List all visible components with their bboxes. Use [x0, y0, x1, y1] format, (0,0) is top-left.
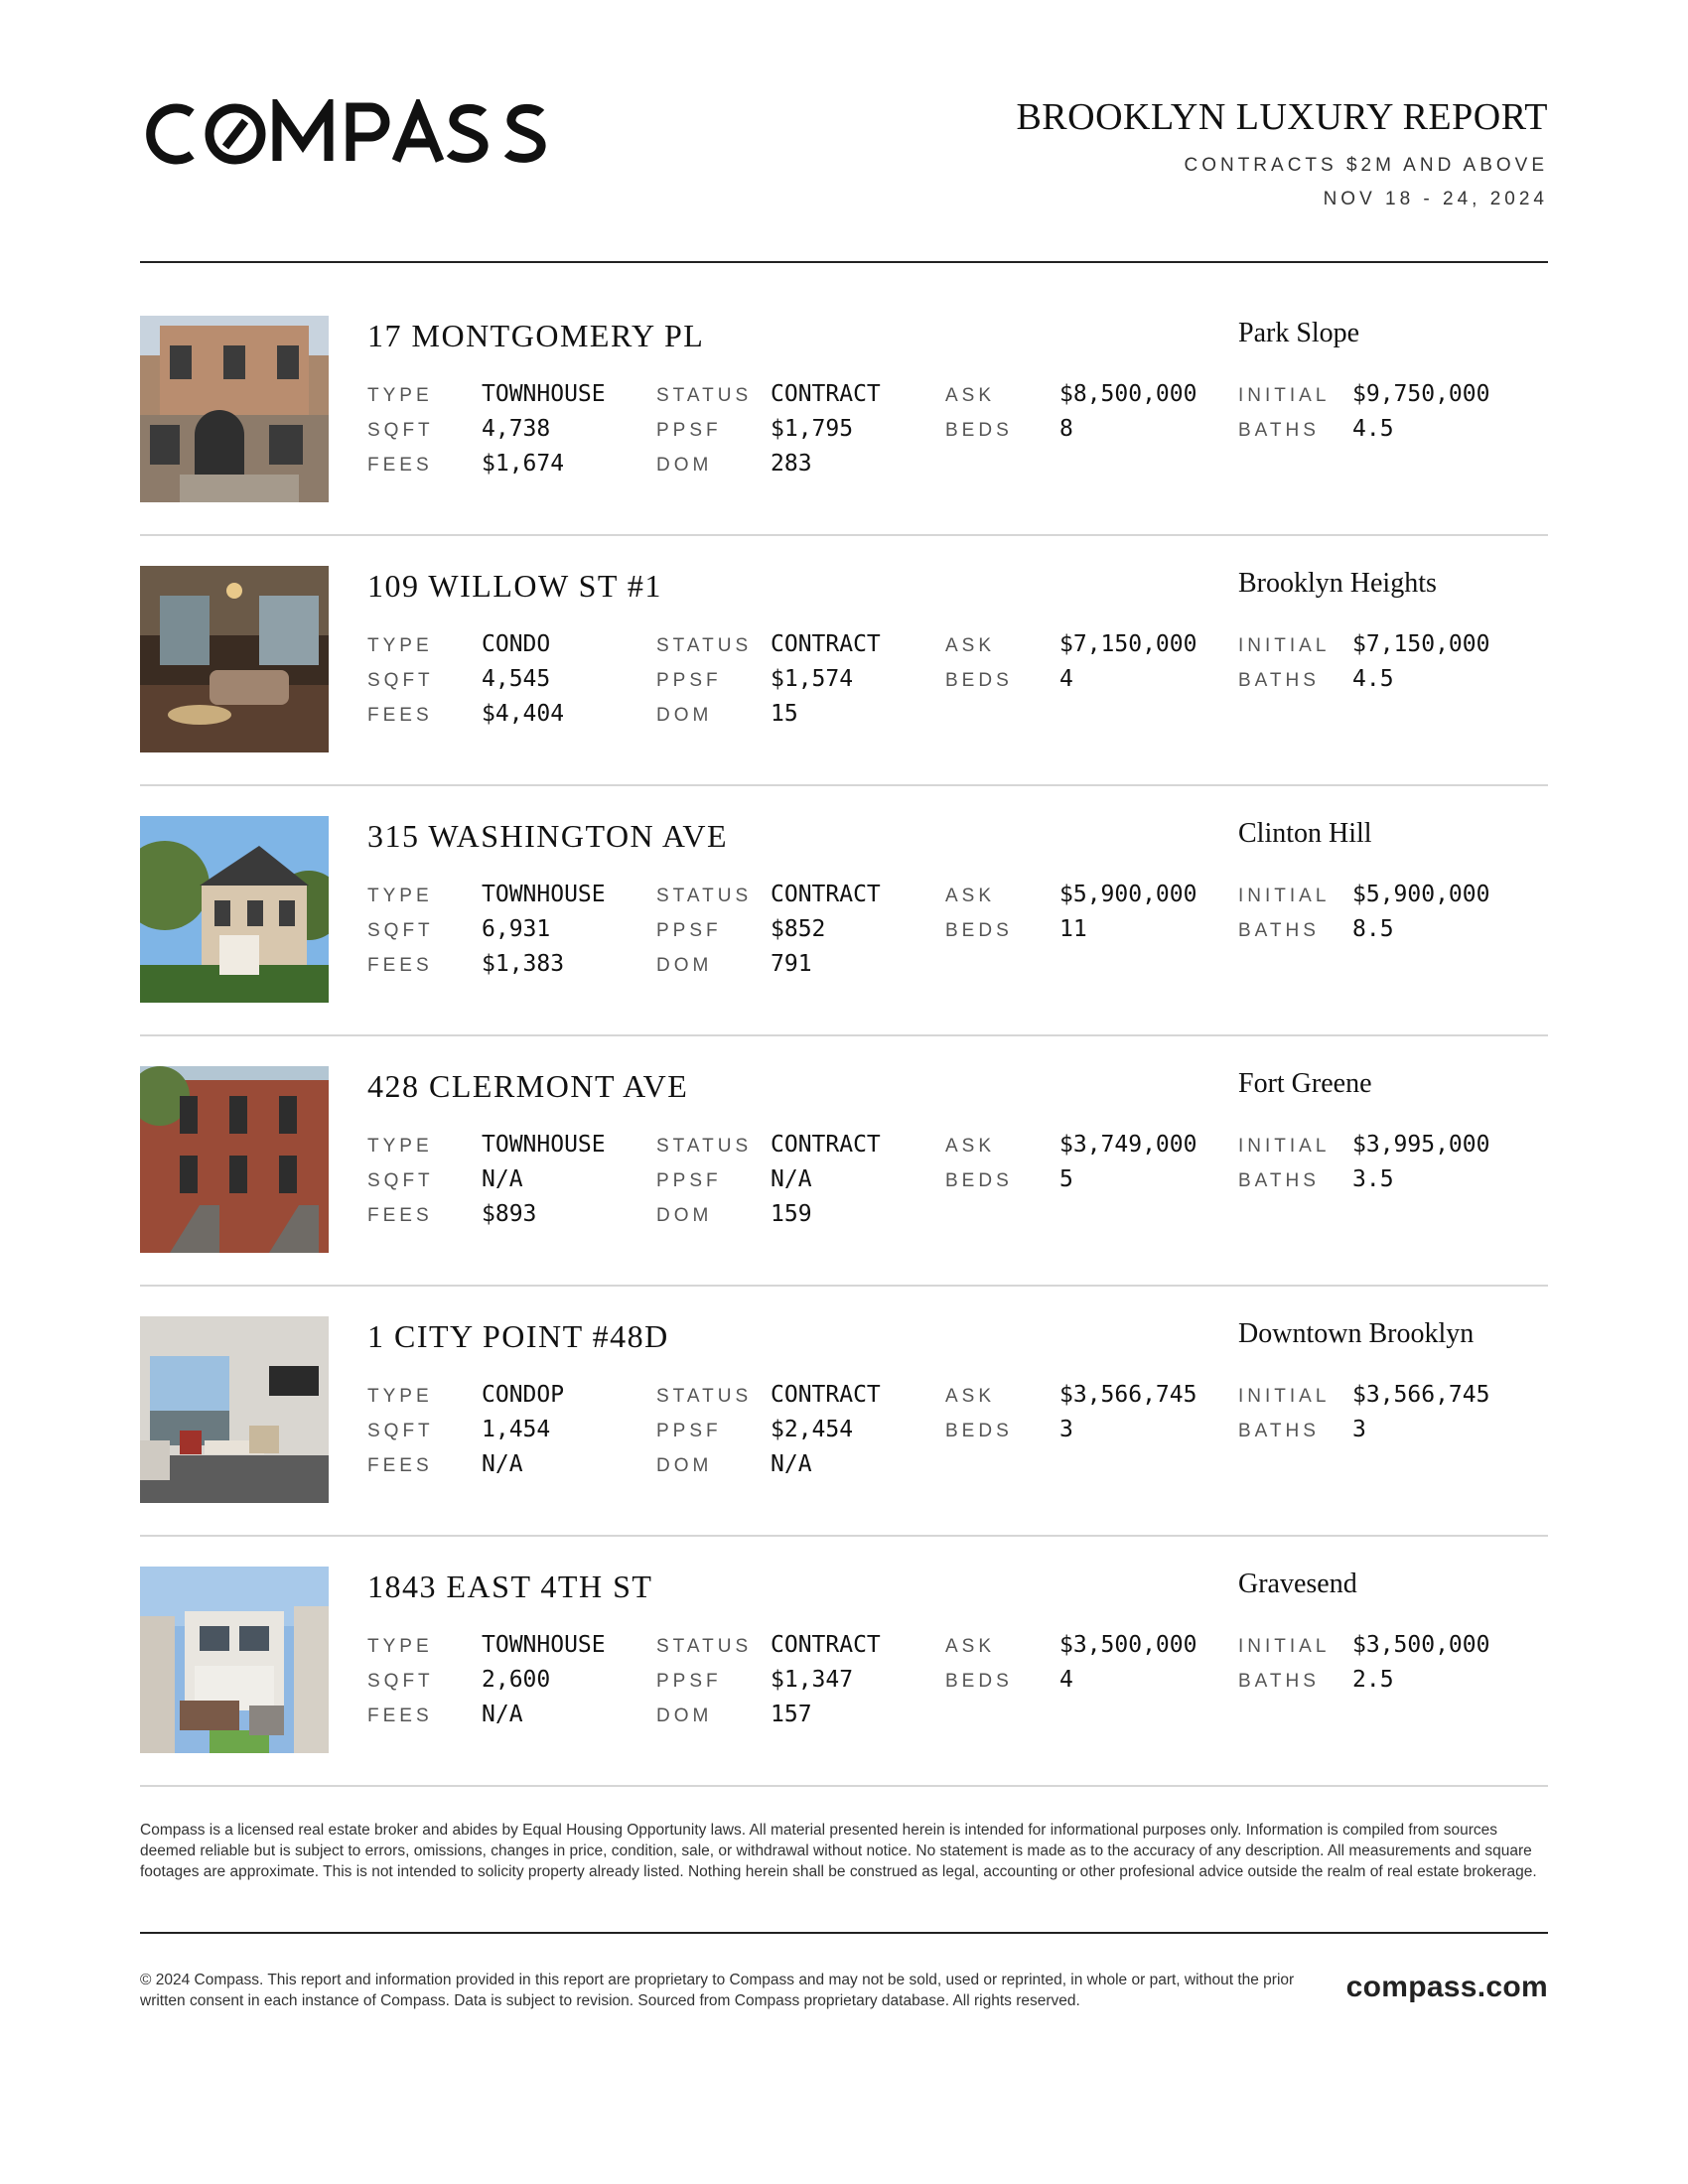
status-value: CONTRACT — [771, 1132, 881, 1158]
sqft-label: SQFT — [367, 420, 434, 441]
initial-label: INITIAL — [1238, 1136, 1331, 1157]
sqft-label: SQFT — [367, 1421, 434, 1441]
listing-row[interactable] — [140, 1316, 1548, 1537]
initial-label: INITIAL — [1238, 1386, 1331, 1407]
ppsf-value: $852 — [771, 916, 826, 942]
sqft-value: 6,931 — [482, 916, 551, 942]
beds-value: 8 — [1059, 416, 1073, 442]
fees-value: N/A — [482, 1702, 523, 1727]
initial-label: INITIAL — [1238, 886, 1331, 906]
listing-row[interactable] — [140, 1066, 1548, 1287]
dom-label: DOM — [656, 1706, 713, 1726]
ppsf-value: $1,795 — [771, 416, 854, 442]
status-label: STATUS — [656, 886, 753, 906]
status-value: CONTRACT — [771, 1632, 881, 1658]
listing-address[interactable]: 109 WILLOW ST #1 — [367, 568, 662, 604]
listing-divider — [140, 1785, 1548, 1787]
listing-neighborhood: Brooklyn Heights — [1238, 568, 1437, 599]
status-label: STATUS — [656, 385, 753, 406]
ask-label: ASK — [945, 635, 996, 656]
baths-label: BATHS — [1238, 1170, 1320, 1191]
status-label: STATUS — [656, 1386, 753, 1407]
listing-neighborhood: Gravesend — [1238, 1569, 1357, 1599]
ppsf-value: N/A — [771, 1166, 812, 1192]
report-header — [1016, 95, 1548, 210]
fees-label: FEES — [367, 1455, 433, 1476]
dom-label: DOM — [656, 705, 713, 726]
dom-value: N/A — [771, 1451, 812, 1477]
ask-value: $3,749,000 — [1059, 1132, 1197, 1158]
initial-value: $9,750,000 — [1352, 381, 1490, 407]
ask-label: ASK — [945, 1136, 996, 1157]
copyright-text: © 2024 Compass. This report and information provided in this report are proprietary to Compass and may not be sold, used or reprinted, in whole or part, without the prior written consent in each instance of Compass. Data is subject to revision. Sourced from Compass proprietary database. All rights reserved. — [140, 1972, 1295, 2009]
type-value: TOWNHOUSE — [482, 1132, 606, 1158]
status-label: STATUS — [656, 1136, 753, 1157]
condo-interior-photo — [140, 1316, 329, 1503]
status-value: CONTRACT — [771, 1382, 881, 1408]
sqft-value: N/A — [482, 1166, 523, 1192]
dom-value: 157 — [771, 1702, 812, 1727]
listing-neighborhood: Downtown Brooklyn — [1238, 1318, 1475, 1349]
compass-logo — [140, 99, 567, 169]
brick-townhouse-photo — [140, 1066, 329, 1253]
status-value: CONTRACT — [771, 882, 881, 907]
ask-label: ASK — [945, 1386, 996, 1407]
ask-value: $3,566,745 — [1059, 1382, 1197, 1408]
sqft-value: 4,738 — [482, 416, 551, 442]
living-room-photo — [140, 566, 329, 752]
dom-value: 283 — [771, 451, 812, 477]
baths-value: 8.5 — [1352, 916, 1394, 942]
listing-divider — [140, 784, 1548, 786]
listing-address[interactable]: 1 CITY POINT #48D — [367, 1318, 669, 1354]
listing-neighborhood: Fort Greene — [1238, 1068, 1372, 1099]
fees-label: FEES — [367, 455, 433, 476]
listing-row[interactable] — [140, 316, 1548, 536]
dom-label: DOM — [656, 1205, 713, 1226]
sqft-label: SQFT — [367, 1671, 434, 1692]
listing-neighborhood: Park Slope — [1238, 318, 1360, 348]
baths-label: BATHS — [1238, 1671, 1320, 1692]
beds-label: BEDS — [945, 920, 1013, 941]
listing-row[interactable] — [140, 816, 1548, 1036]
beds-value: 5 — [1059, 1166, 1073, 1192]
sqft-value: 1,454 — [482, 1417, 551, 1442]
initial-value: $3,500,000 — [1352, 1632, 1490, 1658]
report-subtitle: CONTRACTS $2M AND ABOVE — [1184, 155, 1548, 176]
listing-address[interactable]: 17 MONTGOMERY PL — [367, 318, 705, 353]
ask-value: $7,150,000 — [1059, 631, 1197, 657]
beds-value: 3 — [1059, 1417, 1073, 1442]
type-value: TOWNHOUSE — [482, 381, 606, 407]
sqft-value: 4,545 — [482, 666, 551, 692]
house-exterior-photo — [140, 1567, 329, 1753]
fees-label: FEES — [367, 1706, 433, 1726]
type-label: TYPE — [367, 635, 433, 656]
mansion-exterior-photo — [140, 816, 329, 1003]
beds-label: BEDS — [945, 1170, 1013, 1191]
type-value: TOWNHOUSE — [482, 882, 606, 907]
type-label: TYPE — [367, 385, 433, 406]
status-label: STATUS — [656, 1636, 753, 1657]
initial-value: $3,995,000 — [1352, 1132, 1490, 1158]
baths-value: 2.5 — [1352, 1667, 1394, 1693]
fees-value: $4,404 — [482, 701, 565, 727]
ppsf-label: PPSF — [656, 420, 722, 441]
listing-divider — [140, 534, 1548, 536]
type-value: CONDO — [482, 631, 551, 657]
dom-label: DOM — [656, 1455, 713, 1476]
footer-divider — [140, 1932, 1548, 1934]
baths-label: BATHS — [1238, 420, 1320, 441]
header-divider — [140, 261, 1548, 263]
ask-label: ASK — [945, 886, 996, 906]
ppsf-value: $1,347 — [771, 1667, 854, 1693]
fees-value: N/A — [482, 1451, 523, 1477]
status-value: CONTRACT — [771, 631, 881, 657]
sqft-label: SQFT — [367, 1170, 434, 1191]
listing-address[interactable]: 315 WASHINGTON AVE — [367, 818, 729, 854]
ppsf-label: PPSF — [656, 920, 722, 941]
listing-address[interactable]: 428 CLERMONT AVE — [367, 1068, 689, 1104]
baths-value: 3.5 — [1352, 1166, 1394, 1192]
ppsf-label: PPSF — [656, 1671, 722, 1692]
type-label: TYPE — [367, 886, 433, 906]
baths-value: 4.5 — [1352, 666, 1394, 692]
listing-neighborhood: Clinton Hill — [1238, 818, 1372, 849]
beds-value: 4 — [1059, 666, 1073, 692]
sqft-label: SQFT — [367, 670, 434, 691]
ask-value: $8,500,000 — [1059, 381, 1197, 407]
listing-divider — [140, 1285, 1548, 1287]
fees-value: $1,674 — [482, 451, 565, 477]
initial-label: INITIAL — [1238, 385, 1331, 406]
dom-value: 159 — [771, 1201, 812, 1227]
baths-label: BATHS — [1238, 920, 1320, 941]
initial-label: INITIAL — [1238, 635, 1331, 656]
listing-address[interactable]: 1843 EAST 4TH ST — [367, 1569, 653, 1604]
sqft-label: SQFT — [367, 920, 434, 941]
type-label: TYPE — [367, 1136, 433, 1157]
sqft-value: 2,600 — [482, 1667, 551, 1693]
ask-value: $5,900,000 — [1059, 882, 1197, 907]
beds-label: BEDS — [945, 1671, 1013, 1692]
initial-value: $7,150,000 — [1352, 631, 1490, 657]
disclaimer-text: Compass is a licensed real estate broker and abides by Equal Housing Opportunity laws. All material presented herein is intended for informational purposes only. Information is compiled from sources deemed reliable but is subject to errors, omissions, changes in price, condition, sale, or withdrawal without notice. No statement is made as to the accuracy of any description. All measurements and square footages are approximate. This is not intended to solicity property already listed. Nothing herein shall be construed as legal, accounting or other profesional advice outside the realm of real estate brokerage. — [140, 1822, 1537, 1880]
fees-value: $1,383 — [482, 951, 565, 977]
dom-label: DOM — [656, 955, 713, 976]
dom-label: DOM — [656, 455, 713, 476]
baths-label: BATHS — [1238, 670, 1320, 691]
initial-value: $3,566,745 — [1352, 1382, 1490, 1408]
dom-value: 791 — [771, 951, 812, 977]
ppsf-label: PPSF — [656, 1421, 722, 1441]
baths-value: 3 — [1352, 1417, 1366, 1442]
status-label: STATUS — [656, 635, 753, 656]
ask-label: ASK — [945, 385, 996, 406]
fees-label: FEES — [367, 955, 433, 976]
report-date-range: NOV 18 - 24, 2024 — [1323, 189, 1548, 209]
listing-divider — [140, 1535, 1548, 1537]
dom-value: 15 — [771, 701, 798, 727]
ppsf-label: PPSF — [656, 670, 722, 691]
fees-value: $893 — [482, 1201, 537, 1227]
status-value: CONTRACT — [771, 381, 881, 407]
listing-divider — [140, 1034, 1548, 1036]
website-link[interactable]: compass.com — [1345, 1971, 1548, 2003]
beds-label: BEDS — [945, 420, 1013, 441]
type-value: TOWNHOUSE — [482, 1632, 606, 1658]
ppsf-value: $1,574 — [771, 666, 854, 692]
ask-value: $3,500,000 — [1059, 1632, 1197, 1658]
initial-label: INITIAL — [1238, 1636, 1331, 1657]
listing-row[interactable] — [140, 566, 1548, 786]
fees-label: FEES — [367, 1205, 433, 1226]
type-label: TYPE — [367, 1386, 433, 1407]
beds-value: 11 — [1059, 916, 1087, 942]
ppsf-label: PPSF — [656, 1170, 722, 1191]
baths-label: BATHS — [1238, 1421, 1320, 1441]
beds-value: 4 — [1059, 1667, 1073, 1693]
ask-label: ASK — [945, 1636, 996, 1657]
brownstone-exterior-photo — [140, 316, 329, 502]
beds-label: BEDS — [945, 1421, 1013, 1441]
listing-row[interactable] — [140, 1567, 1548, 1787]
beds-label: BEDS — [945, 670, 1013, 691]
type-label: TYPE — [367, 1636, 433, 1657]
initial-value: $5,900,000 — [1352, 882, 1490, 907]
ppsf-value: $2,454 — [771, 1417, 854, 1442]
baths-value: 4.5 — [1352, 416, 1394, 442]
report-title: BROOKLYN LUXURY REPORT — [1016, 96, 1548, 138]
type-value: CONDOP — [482, 1382, 565, 1408]
fees-label: FEES — [367, 705, 433, 726]
